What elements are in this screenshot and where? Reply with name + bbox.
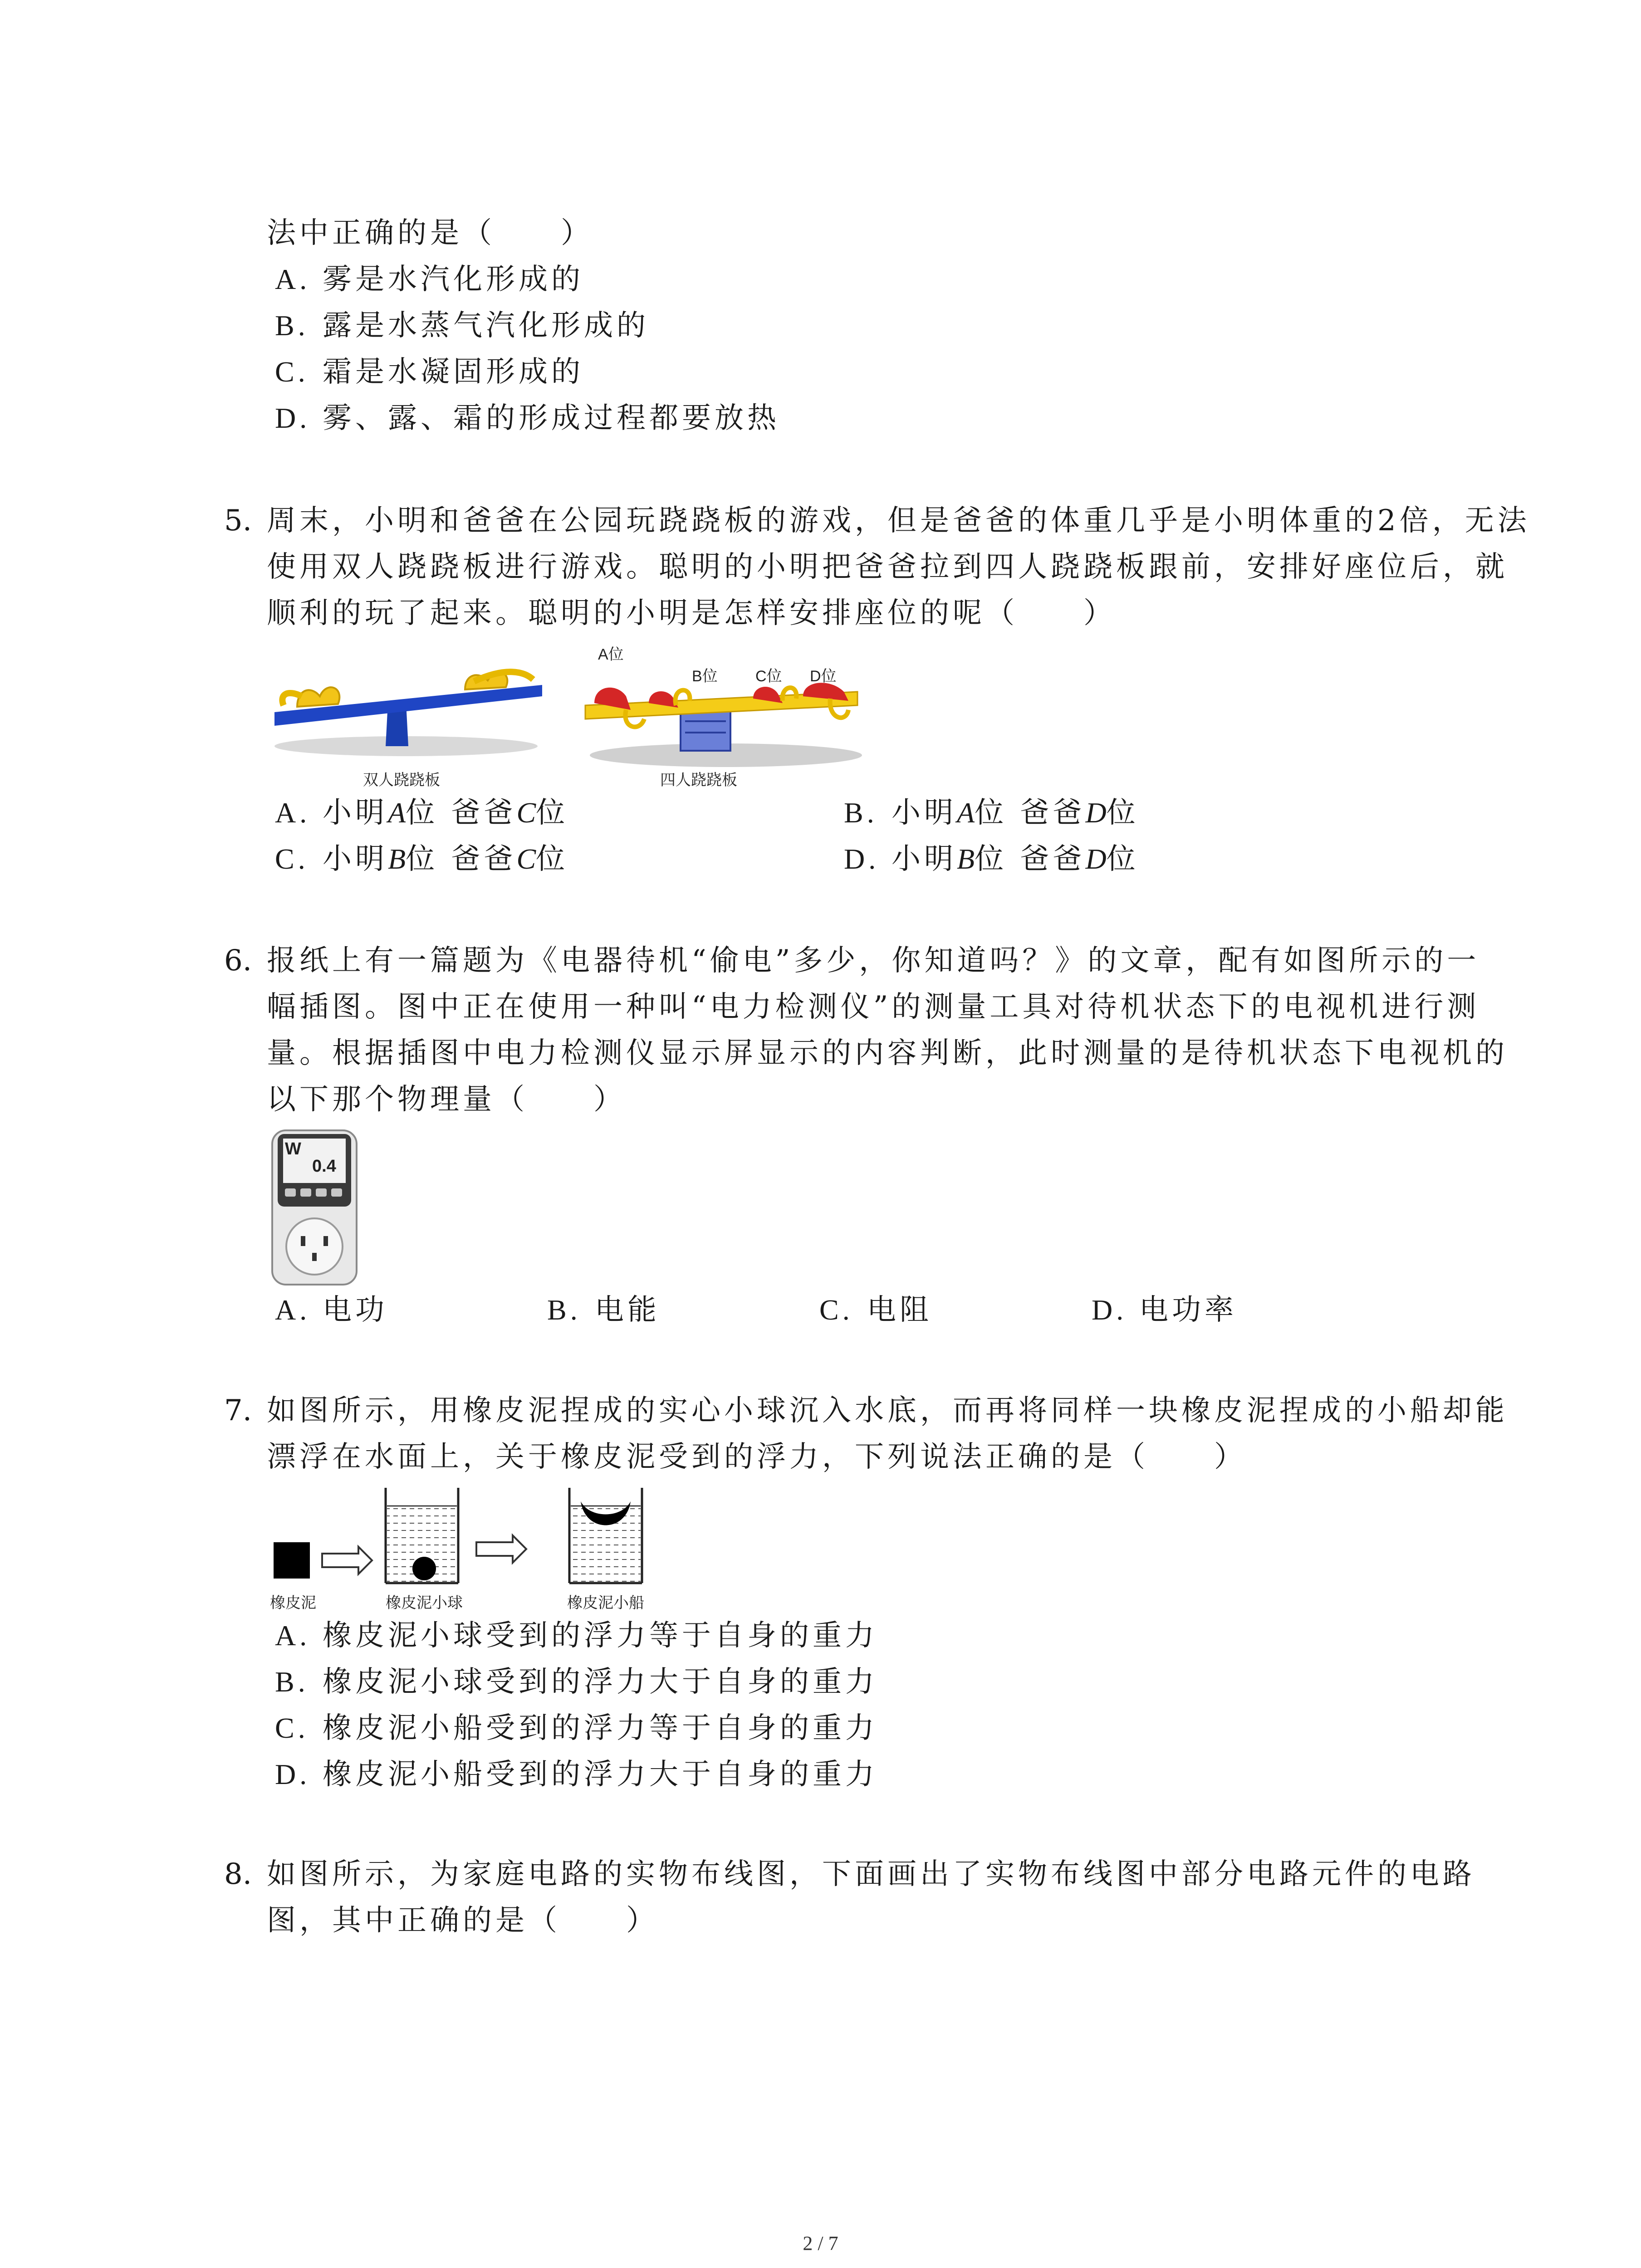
q4-option-c: C. 霜是水凝固形成的: [275, 355, 584, 389]
q5-number: 5.: [224, 504, 252, 538]
q8-stem-line-2: 图，其中正确的是（ ）: [267, 1904, 659, 1937]
seat-label-b: B位: [692, 668, 718, 685]
q8-stem-line-1: 如图所示，为家庭电路的实物布线图，下面画出了实物布线图中部分电路元件的电路: [267, 1857, 1475, 1891]
q7-stem-line-2: 漂浮在水面上，关于橡皮泥受到的浮力，下列说法正确的是（ ）: [267, 1440, 1247, 1474]
caption-plasticine-boat: 橡皮泥小船: [567, 1594, 644, 1612]
q6-stem-line-3: 量。根据插图中电力检测仪显示屏显示的内容判断，此时测量的是待机状态下电视机的: [267, 1036, 1508, 1070]
q4-stem-tail: 法中正确的是（ ）: [267, 216, 593, 250]
q7-number: 7.: [224, 1394, 252, 1427]
q6-option-d: D. 电功率: [1092, 1293, 1237, 1327]
caption-four-person-seesaw: 四人跷跷板: [660, 772, 737, 789]
q6-option-b: B. 电能: [547, 1293, 660, 1327]
q7-option-d: D. 橡皮泥小船受到的浮力大于自身的重力: [275, 1758, 878, 1791]
meter-unit: W: [285, 1139, 301, 1158]
q6-option-a: A. 电功: [275, 1293, 388, 1327]
q7-option-c: C. 橡皮泥小船受到的浮力等于自身的重力: [275, 1711, 878, 1745]
power-meter-figure: [271, 1129, 358, 1286]
q6-stem-line-2: 幅插图。图中正在使用一种叫“电力检测仪”的测量工具对待机状态下的电视机进行测: [267, 990, 1480, 1024]
q6-number: 6.: [224, 944, 252, 978]
q7-stem-line-1: 如图所示，用橡皮泥捏成的实心小球沉入水底，而再将同样一块橡皮泥捏成的小船却能: [267, 1394, 1508, 1427]
q5-option-c: C. 小明B位 爸爸C位: [275, 842, 569, 876]
seat-label-c: C位: [755, 668, 782, 685]
caption-plasticine: 橡皮泥: [270, 1594, 316, 1612]
q4-option-a: A. 雾是水汽化形成的: [275, 263, 584, 296]
q7-option-b: B. 橡皮泥小球受到的浮力大于自身的重力: [275, 1665, 878, 1699]
caption-plasticine-ball: 橡皮泥小球: [386, 1594, 463, 1612]
q5-stem-line-1: 周末，小明和爸爸在公园玩跷跷板的游戏，但是爸爸的体重几乎是小明体重的2倍，无法: [267, 504, 1530, 538]
q5-option-b: B. 小明A位 爸爸D位: [844, 796, 1139, 830]
meter-reading: 0.4: [312, 1157, 336, 1176]
caption-two-person-seesaw: 双人跷跷板: [363, 772, 440, 789]
seat-label-d: D位: [810, 668, 837, 685]
page-number: 2 / 7: [803, 2232, 838, 2254]
q5-option-a: A. 小明A位 爸爸C位: [275, 796, 569, 830]
q5-stem-line-2: 使用双人跷跷板进行游戏。聪明的小明把爸爸拉到四人跷跷板跟前，安排好座位后，就: [267, 550, 1508, 584]
q4-option-d: D. 雾、露、霜的形成过程都要放热: [275, 401, 780, 435]
q6-stem-line-1: 报纸上有一篇题为《电器待机“偷电”多少，你知道吗？》的文章，配有如图所示的一: [267, 944, 1480, 978]
q7-option-a: A. 橡皮泥小球受到的浮力等于自身的重力: [275, 1619, 878, 1652]
q5-stem-line-3: 顺利的玩了起来。聪明的小明是怎样安排座位的呢（ ）: [267, 596, 1116, 630]
q5-option-d: D. 小明B位 爸爸D位: [844, 842, 1139, 876]
q6-stem-line-4: 以下那个物理量（ ）: [267, 1083, 626, 1116]
plasticine-figure: [270, 1483, 669, 1588]
q6-option-c: C. 电阻: [819, 1293, 932, 1327]
q4-option-b: B. 露是水蒸气汽化形成的: [275, 309, 649, 342]
two-person-seesaw-figure: [270, 653, 551, 771]
q8-number: 8.: [224, 1857, 252, 1891]
seat-label-a: A位: [598, 646, 624, 663]
